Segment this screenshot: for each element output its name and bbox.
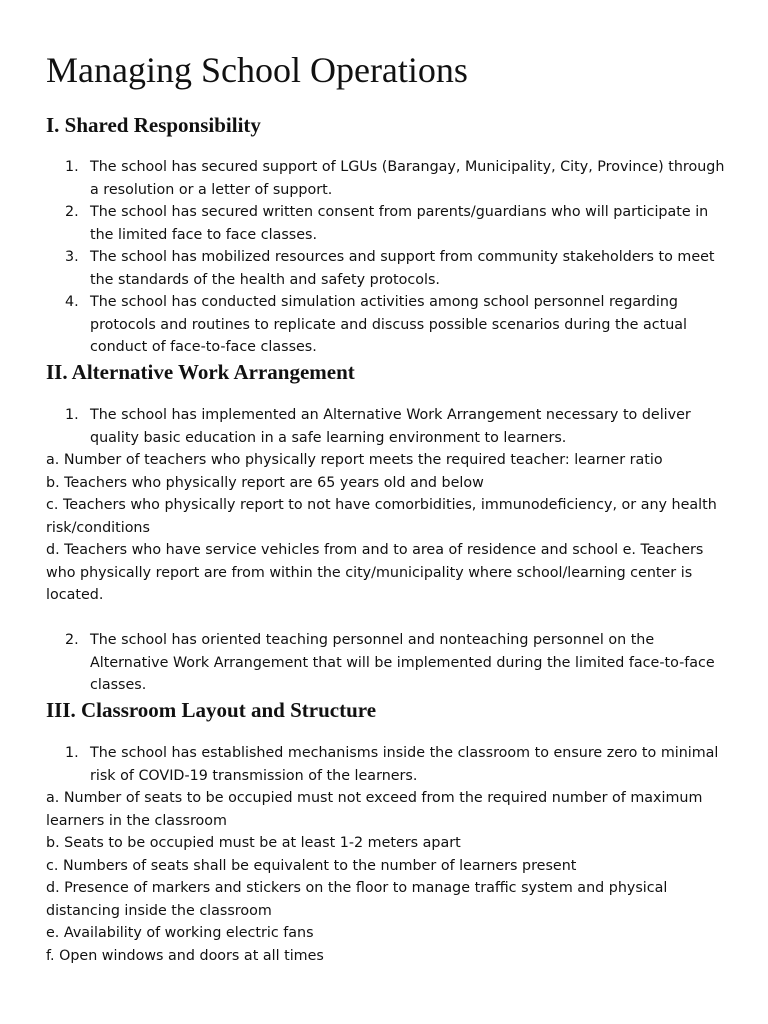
sub-criteria-line: e. Availability of working electric fans — [46, 925, 314, 941]
sub-criteria-line: who physically report are from within the city/municipality where school/learning center is — [46, 564, 693, 581]
sub-criteria-line: distancing inside the classroom — [46, 902, 272, 919]
sub-criteria-line: a. Number of seats to be occupied must not exceed from the required number of maximum — [46, 790, 703, 806]
list-item — [90, 629, 740, 697]
list-item — [90, 156, 740, 201]
list-item — [90, 291, 740, 359]
list-number: 1. — [65, 745, 79, 761]
list-item-line: the limited face to face classes. — [90, 226, 318, 243]
sub-criteria-line: d. Teachers who have service vehicles from and to area of residence and school e. Teachers — [46, 542, 704, 558]
list-item-line: The school has established mechanisms inside the classroom to ensure zero to minimal — [90, 745, 719, 761]
list-number: 3. — [65, 249, 79, 265]
sub-criteria-line: located. — [46, 587, 104, 603]
list-item-line: The school has oriented teaching personnel and nonteaching personnel on the — [90, 632, 655, 648]
list-number: 2. — [65, 204, 79, 220]
list-item-line: The school has conducted simulation activities among school personnel regarding — [90, 294, 678, 310]
section-heading-alternative-work-arrangement: II. Alternative Work Arrangement — [46, 360, 355, 384]
list-item-line: The school has secured written consent from parents/guardians who will participate in — [90, 204, 709, 220]
list-item-line: the standards of the health and safety protocols. — [90, 271, 440, 288]
list-item-line: quality basic education in a safe learning environment to learners. — [90, 429, 567, 446]
list-number: 4. — [65, 294, 79, 310]
list-item — [90, 201, 740, 246]
sub-criteria-line: b. Teachers who physically report are 65 years old and below — [46, 474, 484, 491]
list-item-line: The school has implemented an Alternative Work Arrangement necessary to deliver — [90, 407, 691, 423]
list-item — [90, 404, 740, 449]
list-item-line: a resolution or a letter of support. — [90, 181, 333, 198]
sub-criteria-line: risk/conditions — [46, 519, 150, 536]
sub-criteria-line: d. Presence of markers and stickers on the floor to manage traffic system and physical — [46, 880, 668, 896]
list-item-line: The school has secured support of LGUs (Barangay, Municipality, City, Province) through — [90, 159, 725, 175]
page-title: Managing School Operations — [46, 50, 468, 90]
sub-criteria-line: c. Numbers of seats shall be equivalent to the number of learners present — [46, 857, 577, 874]
list-item-line: Alternative Work Arrangement that will be implemented during the limited face-to-face — [90, 654, 715, 671]
section-heading-shared-responsibility: I. Shared Responsibility — [46, 113, 261, 137]
section-heading-classroom-layout: III. Classroom Layout and Structure — [46, 698, 377, 722]
list-item-line: The school has mobilized resources and support from community stakeholders to meet — [90, 249, 715, 265]
sub-criteria-line: learners in the classroom — [46, 812, 227, 829]
sub-criteria-list — [46, 449, 736, 607]
list-number: 2. — [65, 632, 79, 648]
sub-criteria-list — [46, 787, 736, 967]
list-number: 1. — [65, 407, 79, 423]
list-item-line: classes. — [90, 677, 147, 693]
list-item — [90, 246, 740, 291]
list-item-line: risk of COVID-19 transmission of the learners. — [90, 767, 418, 784]
list-item-line: conduct of face-to-face classes. — [90, 339, 317, 355]
sub-criteria-line: f. Open windows and doors at all times — [46, 947, 324, 964]
list-item-line: protocols and routines to replicate and discuss possible scenarios during the actual — [90, 316, 687, 333]
list-item — [90, 742, 740, 787]
sub-criteria-line: a. Number of teachers who physically report meets the required teacher: learner ratio — [46, 452, 663, 468]
list-number: 1. — [65, 159, 79, 175]
sub-criteria-line: c. Teachers who physically report to not have comorbidities, immunodeficiency, or any health — [46, 497, 717, 513]
sub-criteria-line: b. Seats to be occupied must be at least 1-2 meters apart — [46, 835, 461, 851]
